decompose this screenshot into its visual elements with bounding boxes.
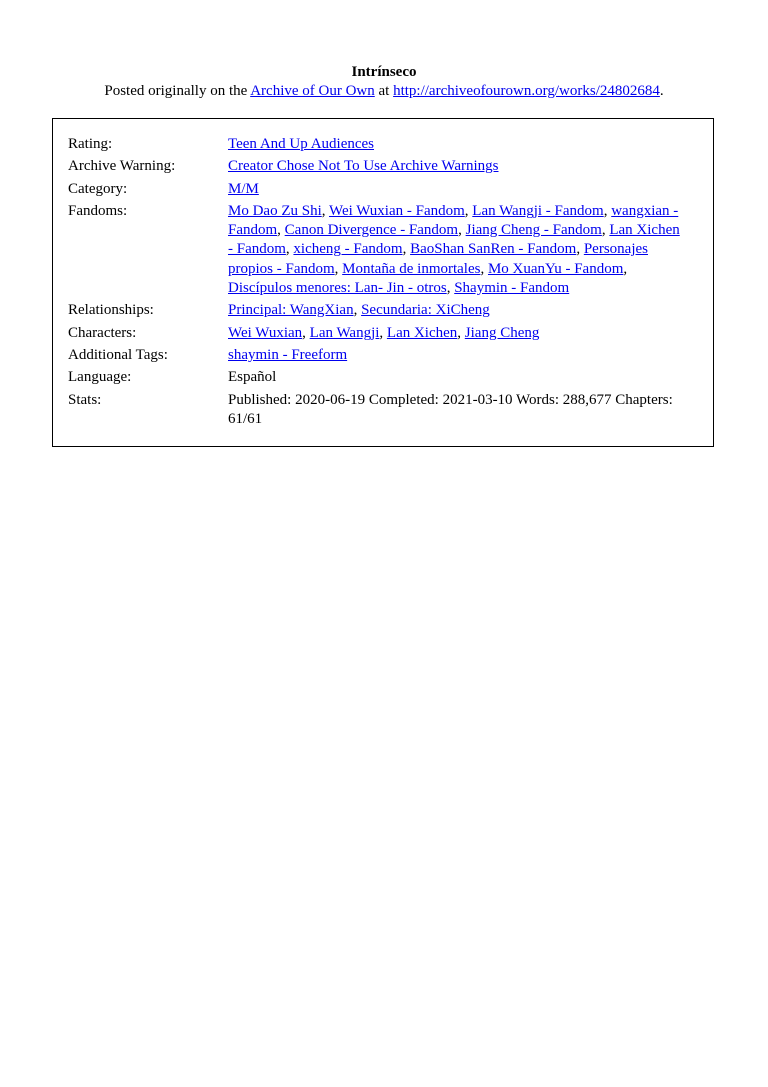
fandom-tag-link[interactable]: Canon Divergence - Fandom [284, 222, 459, 239]
meta-value-relationships: Principal: WangXian, Secundaria: XiCheng [228, 302, 490, 319]
fandom-tag-link[interactable]: Shaymin - Fandom [454, 280, 570, 297]
meta-row-category [53, 177, 713, 199]
meta-value-warning [228, 154, 713, 176]
meta-value-stats: Published: 2020-06-19 Completed: 2021-03-10 Words: 288,677 Chapters: 61/61 [228, 391, 673, 427]
character-tag-link[interactable]: Wei Wuxian [228, 324, 303, 341]
work-title: Intrínseco [351, 64, 417, 80]
character-tag-link[interactable]: Jiang Cheng [464, 324, 540, 341]
freeform-tag-link[interactable]: shaymin - Freeform [228, 346, 348, 363]
meta-row-warning [53, 154, 713, 176]
meta-label-relationships: Relationships: [68, 302, 154, 319]
fandom-tag-link[interactable]: Lan Xichen - Fandom [228, 222, 680, 258]
fandom-tag-link[interactable]: Jiang Cheng - Fandom [465, 222, 602, 239]
meta-row-relationships [53, 298, 713, 320]
fandom-tag-link[interactable]: Montaña de inmortales [342, 260, 481, 277]
meta-row-characters [53, 321, 713, 343]
meta-value-fandoms: Mo Dao Zu Shi, Wei Wuxian - Fandom, Lan Wangji - Fandom, wangxian - Fandom, Canon Divergence - Fandom, Jiang Cheng - Fandom, Lan Xichen - Fandom, xicheng - Fandom, BaoShan SanRen - Fandom, Personajes propios - Fandom, Montaña de inmortales, Mo XuanYu - Fandom, Discípulos menores: Lan- Jin - otros, Shaymin - Fandom [228, 202, 680, 297]
meta-value-category [228, 177, 713, 199]
character-tag-link[interactable]: Lan Wangji [309, 324, 380, 341]
work-header [0, 63, 768, 101]
relationship-tag-link[interactable]: Secundaria: XiCheng [361, 302, 490, 319]
meta-value-characters: Wei Wuxian, Lan Wangji, Lan Xichen, Jiang Cheng [228, 324, 540, 341]
fandom-tag-link[interactable]: Personajes propios - Fandom [228, 241, 648, 277]
fandom-tag-link[interactable]: wangxian - Fandom [228, 202, 679, 239]
meta-label-stats: Stats: [68, 391, 102, 408]
character-tag-link[interactable]: Lan Xichen [386, 324, 458, 341]
meta-label-rating: Rating: [68, 136, 113, 152]
work-url-link[interactable]: http://archiveofourown.org/works/24802684 [393, 83, 660, 99]
meta-row-rating [53, 135, 713, 154]
meta-row-fandoms [53, 199, 713, 298]
fandom-tag-link[interactable]: Mo XuanYu - Fandom [487, 260, 624, 277]
fandom-tag-link[interactable]: Wei Wuxian - Fandom [328, 202, 465, 219]
meta-label-category: Category: [68, 180, 128, 197]
rating-tag-link[interactable]: Teen And Up Audiences [228, 136, 375, 152]
meta-value-language: Español [228, 369, 277, 386]
fandom-tag-link[interactable]: Discípulos menores: Lan- Jin - otros [228, 280, 447, 297]
period: . [659, 83, 664, 99]
meta-label-fandoms: Fandoms: [68, 202, 128, 219]
meta-row-additional-tags [53, 343, 713, 365]
at-text: at [374, 83, 394, 99]
meta-label-additional-tags: Additional Tags: [68, 346, 168, 363]
warning-tag-link[interactable]: Creator Chose Not To Use Archive Warnings [228, 158, 499, 175]
fandom-tag-link[interactable]: BaoShan SanRen - Fandom [410, 241, 577, 258]
posted-prefix: Posted originally on the [104, 83, 251, 99]
archive-link[interactable]: Archive of Our Own [250, 83, 375, 99]
fandom-tag-link[interactable]: Lan Wangji - Fandom [472, 202, 604, 219]
meta-value-additional-tags [228, 343, 713, 365]
category-tag-link[interactable]: M/M [228, 180, 259, 197]
meta-value-rating [228, 135, 713, 154]
meta-table [53, 135, 713, 429]
relationship-tag-link[interactable]: Principal: WangXian [228, 302, 354, 319]
meta-label-characters: Characters: [68, 324, 137, 341]
meta-label-language: Language: [68, 369, 132, 386]
meta-label-warning: Archive Warning: [68, 158, 176, 175]
meta-row-language [53, 365, 713, 387]
fandom-tag-link[interactable]: xicheng - Fandom [293, 241, 403, 258]
work-meta-box [52, 118, 714, 447]
posted-line [0, 82, 768, 101]
fandom-tag-link[interactable]: Mo Dao Zu Shi [228, 202, 322, 219]
meta-row-stats [53, 388, 713, 430]
